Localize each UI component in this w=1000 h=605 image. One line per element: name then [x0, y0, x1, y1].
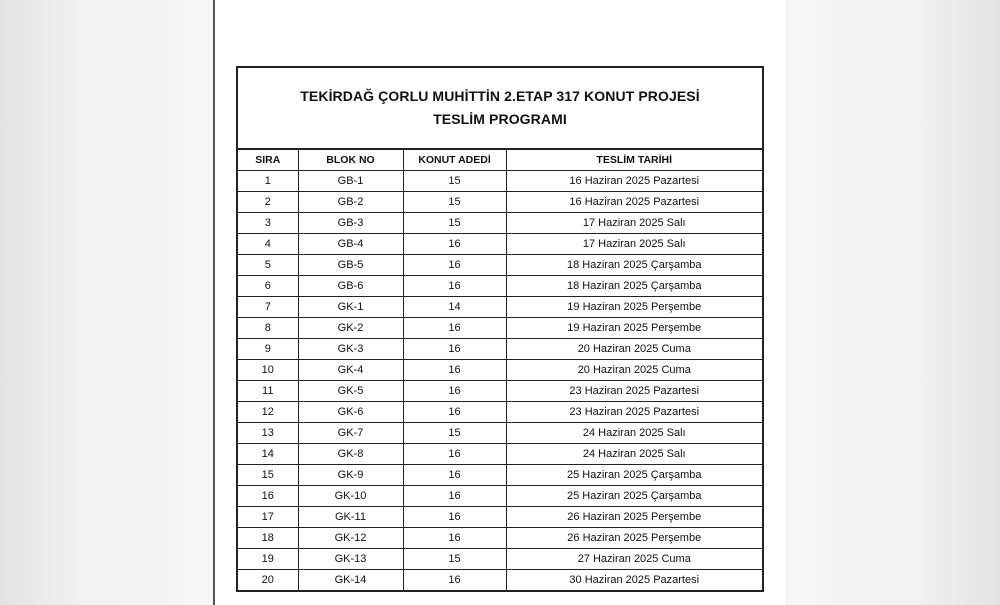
column-header-blok-no: BLOK NO: [298, 150, 403, 171]
cell-blok-no: GB-6: [298, 276, 403, 297]
cell-konut-adedi: 16: [403, 570, 506, 591]
cell-sira: 4: [238, 234, 298, 255]
cell-konut-adedi: 15: [403, 192, 506, 213]
cell-blok-no: GB-4: [298, 234, 403, 255]
cell-blok-no: GB-1: [298, 171, 403, 192]
cell-sira: 13: [238, 423, 298, 444]
cell-blok-no: GB-2: [298, 192, 403, 213]
cell-blok-no: GK-13: [298, 549, 403, 570]
table-row: [238, 276, 762, 297]
cell-konut-adedi: 16: [403, 486, 506, 507]
cell-konut-adedi: 15: [403, 171, 506, 192]
cell-teslim-tarihi: 30 Haziran 2025 Pazartesi: [506, 570, 762, 591]
cell-blok-no: GK-14: [298, 570, 403, 591]
cell-konut-adedi: 15: [403, 213, 506, 234]
cell-blok-no: GK-9: [298, 465, 403, 486]
cell-sira: 5: [238, 255, 298, 276]
table-row: [238, 486, 762, 507]
cell-blok-no: GB-5: [298, 255, 403, 276]
cell-sira: 11: [238, 381, 298, 402]
cell-teslim-tarihi: 16 Haziran 2025 Pazartesi: [506, 192, 762, 213]
cell-sira: 14: [238, 444, 298, 465]
cell-konut-adedi: 14: [403, 297, 506, 318]
cell-konut-adedi: 16: [403, 465, 506, 486]
cell-konut-adedi: 16: [403, 234, 506, 255]
cell-teslim-tarihi: 17 Haziran 2025 Salı: [506, 234, 762, 255]
delivery-schedule-table: [236, 66, 764, 592]
cell-sira: 17: [238, 507, 298, 528]
cell-konut-adedi: 16: [403, 255, 506, 276]
cell-teslim-tarihi: 23 Haziran 2025 Pazartesi: [506, 402, 762, 423]
table-row: [238, 171, 762, 192]
cell-konut-adedi: 16: [403, 528, 506, 549]
cell-teslim-tarihi: 25 Haziran 2025 Çarşamba: [506, 486, 762, 507]
cell-sira: 15: [238, 465, 298, 486]
cell-teslim-tarihi: 26 Haziran 2025 Perşembe: [506, 528, 762, 549]
schedule-grid: [238, 150, 762, 590]
cell-blok-no: GK-11: [298, 507, 403, 528]
document-title-box: [238, 68, 762, 150]
cell-blok-no: GK-5: [298, 381, 403, 402]
cell-konut-adedi: 16: [403, 339, 506, 360]
cell-teslim-tarihi: 23 Haziran 2025 Pazartesi: [506, 381, 762, 402]
cell-konut-adedi: 15: [403, 423, 506, 444]
cell-teslim-tarihi: 20 Haziran 2025 Cuma: [506, 339, 762, 360]
cell-teslim-tarihi: 26 Haziran 2025 Perşembe: [506, 507, 762, 528]
table-row: [238, 318, 762, 339]
table-row: [238, 255, 762, 276]
cell-sira: 10: [238, 360, 298, 381]
table-row: [238, 339, 762, 360]
document-subtitle: TESLİM PROGRAMI: [433, 111, 567, 127]
table-row: [238, 423, 762, 444]
header-row: [238, 150, 762, 171]
cell-blok-no: GK-10: [298, 486, 403, 507]
cell-blok-no: GK-3: [298, 339, 403, 360]
cell-teslim-tarihi: 19 Haziran 2025 Perşembe: [506, 297, 762, 318]
cell-teslim-tarihi: 25 Haziran 2025 Çarşamba: [506, 465, 762, 486]
table-row: [238, 549, 762, 570]
cell-konut-adedi: 16: [403, 276, 506, 297]
cell-konut-adedi: 16: [403, 381, 506, 402]
cell-sira: 9: [238, 339, 298, 360]
table-row: [238, 297, 762, 318]
table-row: [238, 192, 762, 213]
cell-blok-no: GK-6: [298, 402, 403, 423]
cell-sira: 12: [238, 402, 298, 423]
table-row: [238, 234, 762, 255]
table-row: [238, 465, 762, 486]
cell-blok-no: GK-8: [298, 444, 403, 465]
cell-sira: 6: [238, 276, 298, 297]
cell-sira: 16: [238, 486, 298, 507]
table-row: [238, 213, 762, 234]
table-row: [238, 507, 762, 528]
table-row: [238, 381, 762, 402]
column-header-sira: SIRA: [238, 150, 298, 171]
table-row: [238, 360, 762, 381]
cell-teslim-tarihi: 20 Haziran 2025 Cuma: [506, 360, 762, 381]
cell-sira: 19: [238, 549, 298, 570]
cell-konut-adedi: 16: [403, 318, 506, 339]
cell-konut-adedi: 16: [403, 507, 506, 528]
table-row: [238, 528, 762, 549]
cell-sira: 2: [238, 192, 298, 213]
cell-sira: 8: [238, 318, 298, 339]
document-title: TEKİRDAĞ ÇORLU MUHİTTİN 2.ETAP 317 KONUT PROJESİ: [300, 88, 700, 104]
cell-konut-adedi: 15: [403, 549, 506, 570]
cell-sira: 3: [238, 213, 298, 234]
column-header-teslim-tarihi: TESLİM TARİHİ: [506, 150, 762, 171]
cell-blok-no: GK-7: [298, 423, 403, 444]
cell-konut-adedi: 16: [403, 444, 506, 465]
table-row: [238, 570, 762, 591]
cell-sira: 20: [238, 570, 298, 591]
column-header-konut-adedi: KONUT ADEDİ: [403, 150, 506, 171]
cell-blok-no: GK-12: [298, 528, 403, 549]
cell-teslim-tarihi: 24 Haziran 2025 Salı: [506, 423, 762, 444]
cell-teslim-tarihi: 27 Haziran 2025 Cuma: [506, 549, 762, 570]
cell-konut-adedi: 16: [403, 402, 506, 423]
cell-teslim-tarihi: 17 Haziran 2025 Salı: [506, 213, 762, 234]
cell-teslim-tarihi: 18 Haziran 2025 Çarşamba: [506, 255, 762, 276]
cell-blok-no: GK-1: [298, 297, 403, 318]
cell-sira: 18: [238, 528, 298, 549]
schedule-body: [238, 171, 762, 591]
cell-blok-no: GK-2: [298, 318, 403, 339]
cell-blok-no: GK-4: [298, 360, 403, 381]
cell-teslim-tarihi: 16 Haziran 2025 Pazartesi: [506, 171, 762, 192]
cell-teslim-tarihi: 24 Haziran 2025 Salı: [506, 444, 762, 465]
cell-sira: 7: [238, 297, 298, 318]
cell-sira: 1: [238, 171, 298, 192]
cell-konut-adedi: 16: [403, 360, 506, 381]
cell-blok-no: GB-3: [298, 213, 403, 234]
cell-teslim-tarihi: 19 Haziran 2025 Perşembe: [506, 318, 762, 339]
table-row: [238, 402, 762, 423]
cell-teslim-tarihi: 18 Haziran 2025 Çarşamba: [506, 276, 762, 297]
table-row: [238, 444, 762, 465]
